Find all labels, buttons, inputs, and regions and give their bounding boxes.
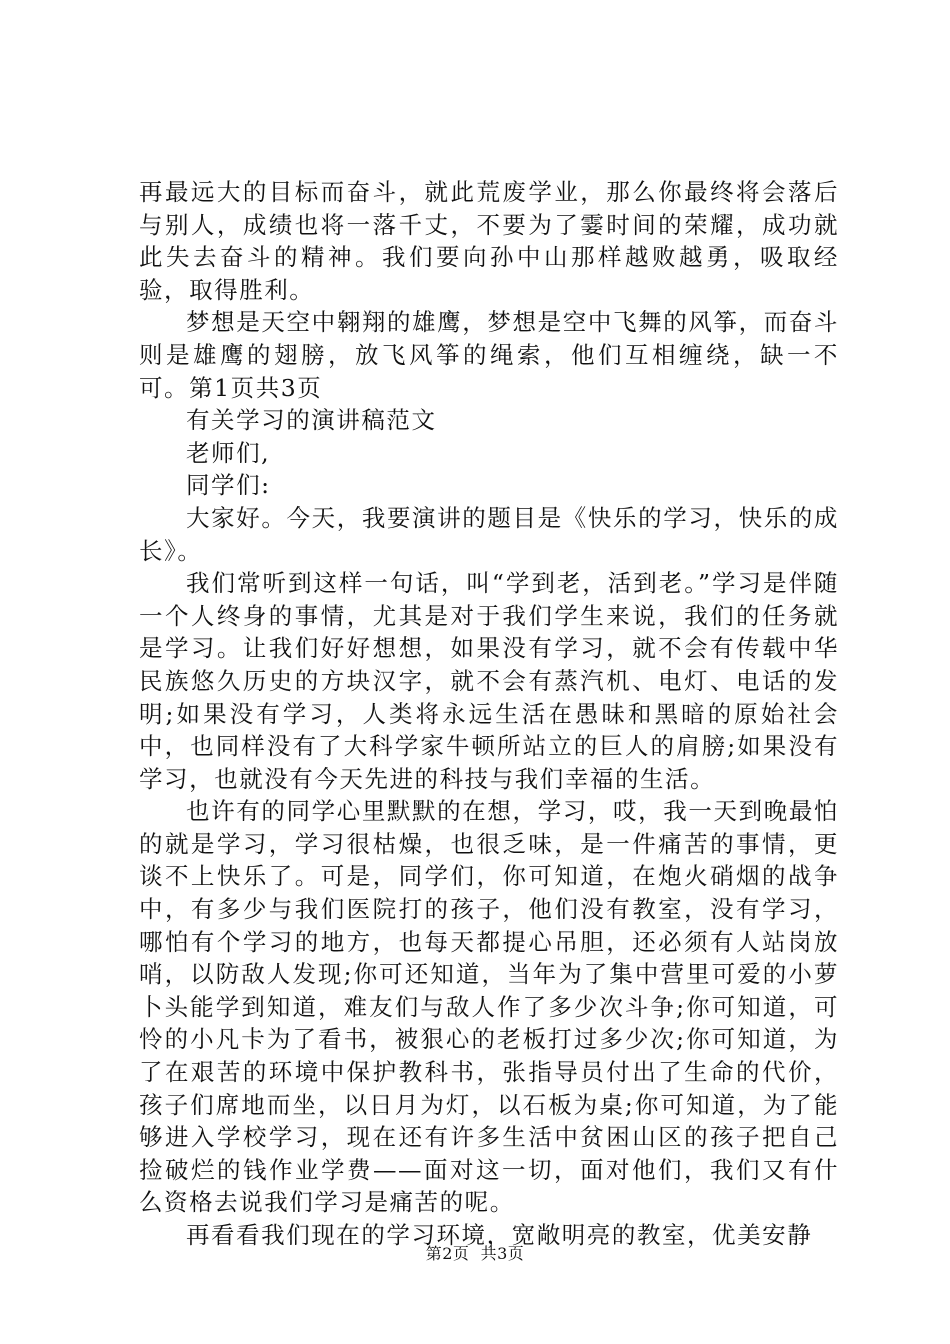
page-number-label: 第2页 共3页 — [425, 1244, 525, 1263]
paragraph-1: 再最远大的目标而奋斗，就此荒废学业，那么你最终将会落后与别人，成绩也将一落千丈，不要为了霎时间的荣耀，成功就此失去奋斗的精神。我们要向孙中山那样越败越勇，吸取经验，取得胜利。 — [139, 178, 839, 304]
salutation-students: 同学们: — [186, 471, 271, 500]
speech-title: 有关学习的演讲稿范文 — [186, 406, 437, 435]
paragraph-learning-hardship: 也许有的同学心里默默的在想，学习，哎，我一天到晚最怕的就是学习，学习很枯燥，也很乏味，是一件痛苦的事情，更谈不上快乐了。可是，同学们，你可知道，在炮火硝烟的战争中，有多少与我们医院打的孩子，他们没有教室，没有学习，哪怕有个学习的地方，也每天都提心吊胆，还必须有人站岗放哨，以防敌人发现;你可还知道，当年为了集中营里可爱的小萝卜头能学到知道，难友们与敌人作了多少次斗争;你可知道，可怜的小凡卡为了看书，被狠心的老板打过多少次;你可知道，为了在艰苦的环境中保护教科书，张指导员付出了生命的代价，孩子们席地而坐，以日月为灯，以石板为桌;你可知道，为了能够进入学校学习，现在还有许多生活中贫困山区的孩子把自己捡破烂的钱作业学费——面对这一切，面对他们，我们又有什么资格去说我们学习是痛苦的呢。 — [139, 797, 839, 1217]
paragraph-environment: 再看看我们现在的学习环境，宽敞明亮的教室，优美安静 — [186, 1221, 813, 1249]
salutation-teachers: 老师们, — [186, 438, 271, 467]
paragraph-greeting: 大家好。今天，我要演讲的题目是《快乐的学习，快乐的成长》。 — [139, 503, 839, 565]
page-footer — [0, 1241, 950, 1264]
document-body — [139, 176, 839, 1252]
paragraph-2: 梦想是天空中翱翔的雄鹰，梦想是空中飞舞的风筝，而奋斗则是雄鹰的翅膀，放飞风筝的绳索，他们互相缠绕，缺一不可。第1页共3页 — [139, 308, 839, 402]
paragraph-learning-lifelong: 我们常听到这样一句话，叫“学到老，活到老。”学习是伴随一个人终身的事情，尤其是对于我们学生来说，我们的任务就是学习。让我们好好想想，如果没有学习，就不会有传载中华民族悠久历史的方块汉字，就不会有蒸汽机、电灯、电话的发明;如果没有学习，人类将永远生活在愚昧和黑暗的原始社会中，也同样没有了大科学家牛顿所站立的巨人的肩膀;如果没有学习，也就没有今天先进的科技与我们幸福的生活。 — [139, 569, 839, 793]
